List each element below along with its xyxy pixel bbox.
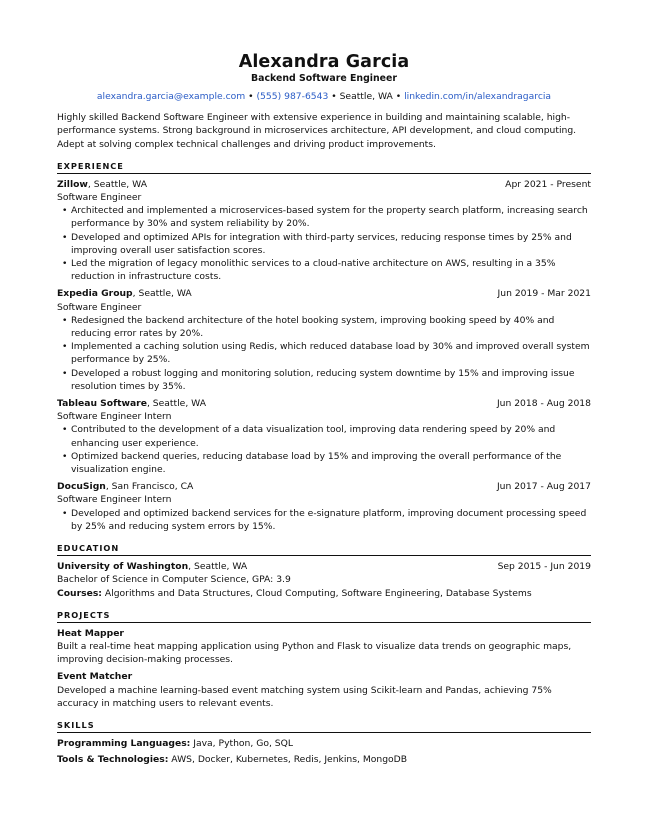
project-name: Heat Mapper bbox=[57, 627, 124, 639]
skills-heading: SKILLS bbox=[57, 720, 591, 733]
bullet-item: • Architected and implemented a microservices-based system for the property search platform, increasing search performance by 30% and system reliability by 20%. bbox=[71, 204, 591, 230]
job-bullets bbox=[57, 314, 591, 393]
job-dates: Jun 2017 - Aug 2017 bbox=[496, 481, 591, 493]
job-role: Software Engineer Intern bbox=[57, 494, 172, 506]
languages-text: Java, Python, Go, SQL bbox=[190, 737, 293, 749]
project-description: Built a real-time heat mapping application using Python and Flask to visualize data trends on geographic maps, improving decision-making processes. bbox=[57, 640, 572, 666]
job-entry bbox=[57, 397, 591, 476]
job-org bbox=[57, 480, 193, 493]
job-location: , Seattle, WA bbox=[146, 398, 207, 410]
degree-text: Bachelor of Science in Computer Science, GPA: 3.9 bbox=[57, 574, 291, 586]
contact-separator: • bbox=[328, 91, 340, 102]
bullet-item: • Developed a robust logging and monitoring solution, reducing system downtime by 15% and improving issue resolution times by 35%. bbox=[71, 367, 591, 393]
project-entry bbox=[57, 670, 591, 710]
job-org bbox=[57, 287, 192, 300]
contact-line bbox=[57, 90, 591, 103]
courses-text: Algorithms and Data Structures, Cloud Computing, Software Engineering, Database Systems bbox=[101, 587, 532, 599]
company-name: Tableau Software bbox=[57, 398, 147, 410]
candidate-title: Backend Software Engineer bbox=[250, 73, 398, 84]
job-org bbox=[57, 397, 206, 410]
contact-separator: • bbox=[392, 91, 405, 102]
company-name: Zillow bbox=[57, 178, 88, 190]
job-entry bbox=[57, 287, 591, 393]
job-dates: Jun 2019 - Mar 2021 bbox=[497, 288, 591, 300]
job-entry bbox=[57, 480, 591, 533]
job-role: Software Engineer Intern bbox=[57, 411, 172, 423]
company-name: Expedia Group bbox=[57, 288, 133, 300]
job-bullets bbox=[57, 204, 591, 283]
location-text: Seattle, WA bbox=[339, 91, 393, 102]
contact-separator: • bbox=[245, 91, 257, 102]
bullet-item: • Developed and optimized backend services for the e-signature platform, improving document processing speed by 25% and reducing system errors by 15%. bbox=[71, 507, 591, 533]
bullet-item: • Redesigned the backend architecture of the hotel booking system, improving booking speed by 40% and reducing error rates by 20%. bbox=[71, 314, 591, 340]
courses-label: Courses: bbox=[57, 587, 102, 599]
project-description: Developed a machine learning-based event matching system using Scikit-learn and Pandas, achieving 75% accuracy in matching users to relevant events. bbox=[57, 684, 552, 709]
job-role: Software Engineer bbox=[57, 192, 142, 204]
school-name: University of Washington bbox=[57, 561, 189, 573]
email-link[interactable]: alexandra.garcia@example.com bbox=[96, 91, 246, 102]
education-dates: Sep 2015 - Jun 2019 bbox=[497, 561, 591, 573]
project-name: Event Matcher bbox=[57, 671, 133, 683]
candidate-name: Alexandra Garcia bbox=[238, 52, 410, 72]
job-org bbox=[57, 178, 147, 191]
company-name: DocuSign bbox=[57, 481, 106, 493]
job-location: , San Francisco, CA bbox=[105, 481, 194, 493]
projects-heading: PROJECTS bbox=[57, 610, 591, 623]
bullet-item: • Contributed to the development of a data visualization tool, improving data rendering speed by 20% and enhancing user experience. bbox=[71, 423, 591, 449]
linkedin-link[interactable]: linkedin.com/in/alexandragarcia bbox=[404, 91, 552, 102]
bullet-item: • Optimized backend queries, reducing database load by 15% and improving the overall performance of the visualization engine. bbox=[71, 450, 591, 476]
school-location: , Seattle, WA bbox=[188, 561, 248, 573]
job-location: , Seattle, WA bbox=[87, 178, 147, 190]
experience-heading: EXPERIENCE bbox=[57, 161, 591, 174]
skills-languages bbox=[57, 737, 591, 750]
project-entry bbox=[57, 627, 591, 667]
skills-tools bbox=[57, 753, 591, 766]
phone-link[interactable]: (555) 987-6543 bbox=[256, 91, 329, 102]
summary-text: Highly skilled Backend Software Engineer with extensive experience in building and maintaining scalable, high-performance systems. Strong background in microservices architecture, API development, and cloud computing. Adept at solving complex technical challenges and driving product improvements. bbox=[57, 112, 577, 150]
tools-text: AWS, Docker, Kubernetes, Redis, Jenkins, MongoDB bbox=[168, 754, 408, 766]
bullet-item: • Led the migration of legacy monolithic services to a cloud-native architecture on AWS, resulting in a 35% reduction in infrastructure costs. bbox=[71, 257, 591, 283]
job-dates: Apr 2021 - Present bbox=[505, 178, 591, 190]
courses-line bbox=[57, 587, 591, 600]
skills-entry bbox=[57, 737, 591, 766]
job-bullets bbox=[57, 507, 591, 533]
job-entry bbox=[57, 178, 591, 284]
tools-label: Tools & Technologies: bbox=[57, 754, 169, 766]
education-heading: EDUCATION bbox=[57, 543, 591, 556]
school-org bbox=[57, 560, 247, 573]
bullet-item: • Implemented a caching solution using Redis, which reduced database load by 30% and improved overall system performance by 25%. bbox=[71, 340, 591, 366]
education-entry bbox=[57, 560, 591, 600]
job-dates: Jun 2018 - Aug 2018 bbox=[496, 398, 591, 410]
job-location: , Seattle, WA bbox=[132, 288, 192, 300]
bullet-item: • Developed and optimized APIs for integration with third-party services, reducing response times by 25% and improving overall user satisfaction scores. bbox=[71, 231, 591, 257]
job-bullets bbox=[57, 423, 591, 476]
job-role: Software Engineer bbox=[57, 301, 142, 313]
languages-label: Programming Languages: bbox=[57, 737, 191, 749]
